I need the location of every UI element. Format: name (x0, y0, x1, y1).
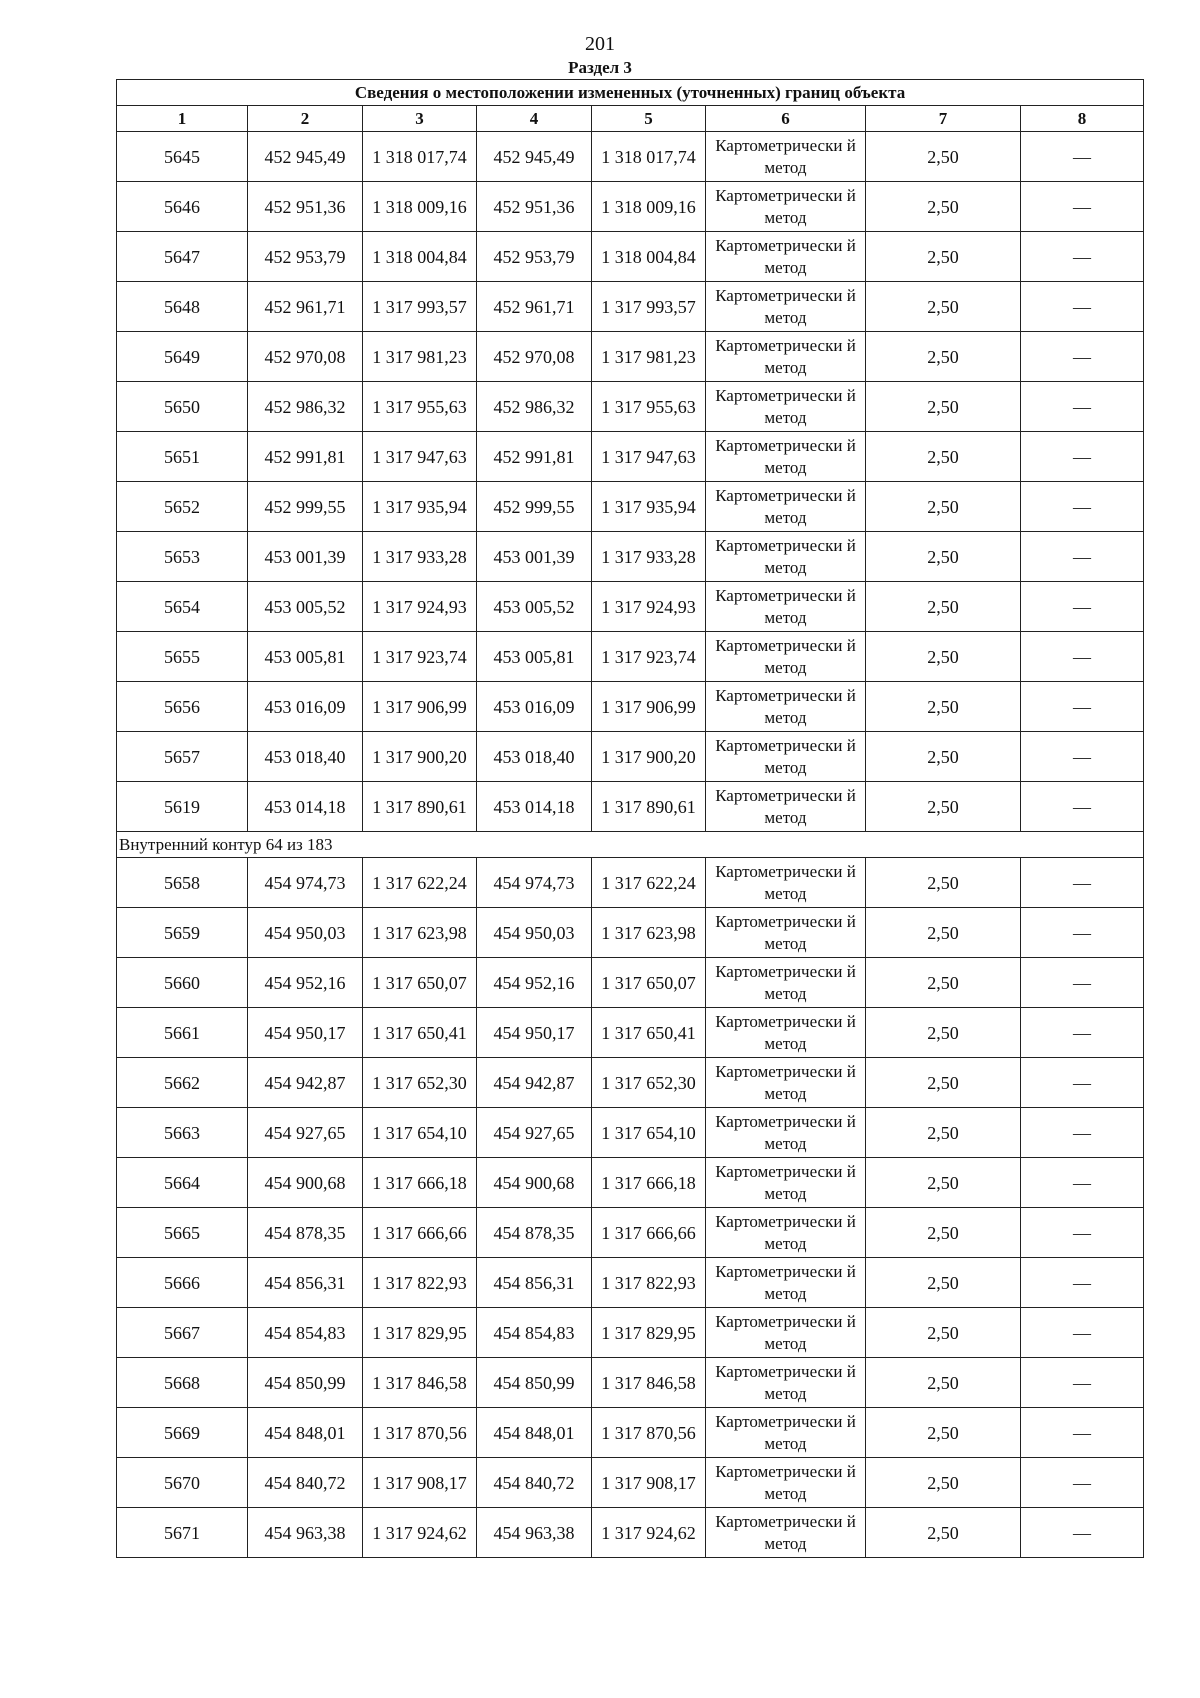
y-old-cell: 1 317 923,74 (363, 632, 477, 682)
note-cell: — (1021, 1358, 1144, 1408)
note-cell: — (1021, 1258, 1144, 1308)
table-row (117, 532, 1144, 582)
y-old-cell: 1 318 009,16 (363, 182, 477, 232)
x-new-cell: 452 961,71 (477, 282, 592, 332)
column-header: 5 (592, 106, 706, 132)
table-row (117, 1458, 1144, 1508)
contour-row (117, 832, 1144, 858)
y-new-cell: 1 318 017,74 (592, 132, 706, 182)
y-new-cell: 1 317 622,24 (592, 858, 706, 908)
note-cell: — (1021, 1208, 1144, 1258)
point-number-cell: 5651 (117, 432, 248, 482)
y-old-cell: 1 317 924,93 (363, 582, 477, 632)
y-new-cell: 1 318 004,84 (592, 232, 706, 282)
method-cell: Картометрически й метод (706, 632, 866, 682)
table-row (117, 1308, 1144, 1358)
method-cell: Картометрически й метод (706, 332, 866, 382)
x-new-cell: 452 986,32 (477, 382, 592, 432)
y-new-cell: 1 317 908,17 (592, 1458, 706, 1508)
y-new-cell: 1 317 993,57 (592, 282, 706, 332)
method-cell: Картометрически й метод (706, 382, 866, 432)
coordinates-table (116, 79, 1144, 1558)
point-number-cell: 5666 (117, 1258, 248, 1308)
point-number-cell: 5671 (117, 1508, 248, 1558)
x-old-cell: 452 986,32 (248, 382, 363, 432)
accuracy-cell: 2,50 (866, 1208, 1021, 1258)
point-number-cell: 5654 (117, 582, 248, 632)
y-old-cell: 1 317 870,56 (363, 1408, 477, 1458)
x-old-cell: 452 961,71 (248, 282, 363, 332)
x-new-cell: 454 850,99 (477, 1358, 592, 1408)
y-old-cell: 1 317 623,98 (363, 908, 477, 958)
method-cell: Картометрически й метод (706, 532, 866, 582)
method-cell: Картометрически й метод (706, 732, 866, 782)
x-old-cell: 454 942,87 (248, 1058, 363, 1108)
x-new-cell: 454 927,65 (477, 1108, 592, 1158)
y-new-cell: 1 317 890,61 (592, 782, 706, 832)
table-row (117, 1358, 1144, 1408)
y-new-cell: 1 317 924,93 (592, 582, 706, 632)
method-cell: Картометрически й метод (706, 582, 866, 632)
accuracy-cell: 2,50 (866, 182, 1021, 232)
y-new-cell: 1 317 652,30 (592, 1058, 706, 1108)
y-old-cell: 1 317 650,41 (363, 1008, 477, 1058)
x-old-cell: 452 945,49 (248, 132, 363, 182)
method-cell: Картометрически й метод (706, 682, 866, 732)
y-new-cell: 1 317 666,18 (592, 1158, 706, 1208)
column-header: 7 (866, 106, 1021, 132)
point-number-cell: 5652 (117, 482, 248, 532)
x-old-cell: 454 856,31 (248, 1258, 363, 1308)
x-old-cell: 452 953,79 (248, 232, 363, 282)
y-old-cell: 1 317 933,28 (363, 532, 477, 582)
table-row (117, 182, 1144, 232)
point-number-cell: 5660 (117, 958, 248, 1008)
y-new-cell: 1 318 009,16 (592, 182, 706, 232)
x-old-cell: 454 963,38 (248, 1508, 363, 1558)
x-old-cell: 454 840,72 (248, 1458, 363, 1508)
y-new-cell: 1 317 623,98 (592, 908, 706, 958)
method-cell: Картометрически й метод (706, 908, 866, 958)
point-number-cell: 5667 (117, 1308, 248, 1358)
method-cell: Картометрически й метод (706, 432, 866, 482)
point-number-cell: 5657 (117, 732, 248, 782)
note-cell: — (1021, 858, 1144, 908)
y-old-cell: 1 317 890,61 (363, 782, 477, 832)
point-number-cell: 5669 (117, 1408, 248, 1458)
y-new-cell: 1 317 947,63 (592, 432, 706, 482)
table-row (117, 132, 1144, 182)
method-cell: Картометрически й метод (706, 182, 866, 232)
table-row (117, 1108, 1144, 1158)
note-cell: — (1021, 908, 1144, 958)
column-header: 6 (706, 106, 866, 132)
accuracy-cell: 2,50 (866, 1408, 1021, 1458)
x-old-cell: 454 952,16 (248, 958, 363, 1008)
x-old-cell: 454 927,65 (248, 1108, 363, 1158)
method-cell: Картометрически й метод (706, 1058, 866, 1108)
method-cell: Картометрически й метод (706, 1508, 866, 1558)
table-row (117, 1058, 1144, 1108)
method-cell: Картометрически й метод (706, 132, 866, 182)
method-cell: Картометрически й метод (706, 482, 866, 532)
table-body (117, 132, 1144, 1558)
column-header: 4 (477, 106, 592, 132)
y-new-cell: 1 317 650,41 (592, 1008, 706, 1058)
x-new-cell: 453 016,09 (477, 682, 592, 732)
y-new-cell: 1 317 666,66 (592, 1208, 706, 1258)
x-old-cell: 454 850,99 (248, 1358, 363, 1408)
note-cell: — (1021, 232, 1144, 282)
y-old-cell: 1 317 993,57 (363, 282, 477, 332)
x-new-cell: 452 953,79 (477, 232, 592, 282)
accuracy-cell: 2,50 (866, 1058, 1021, 1108)
column-header: 3 (363, 106, 477, 132)
accuracy-cell: 2,50 (866, 332, 1021, 382)
x-old-cell: 454 974,73 (248, 858, 363, 908)
method-cell: Картометрически й метод (706, 1458, 866, 1508)
method-cell: Картометрически й метод (706, 232, 866, 282)
method-cell: Картометрически й метод (706, 1358, 866, 1408)
method-cell: Картометрически й метод (706, 1008, 866, 1058)
y-new-cell: 1 317 955,63 (592, 382, 706, 432)
accuracy-cell: 2,50 (866, 958, 1021, 1008)
table-row (117, 782, 1144, 832)
point-number-cell: 5663 (117, 1108, 248, 1158)
column-header: 8 (1021, 106, 1144, 132)
table-row (117, 232, 1144, 282)
y-new-cell: 1 317 933,28 (592, 532, 706, 582)
y-new-cell: 1 317 924,62 (592, 1508, 706, 1558)
x-old-cell: 454 950,17 (248, 1008, 363, 1058)
accuracy-cell: 2,50 (866, 632, 1021, 682)
table-row (117, 1208, 1144, 1258)
x-old-cell: 454 854,83 (248, 1308, 363, 1358)
point-number-cell: 5662 (117, 1058, 248, 1108)
y-old-cell: 1 317 829,95 (363, 1308, 477, 1358)
note-cell: — (1021, 1008, 1144, 1058)
accuracy-cell: 2,50 (866, 732, 1021, 782)
accuracy-cell: 2,50 (866, 482, 1021, 532)
x-old-cell: 453 001,39 (248, 532, 363, 582)
x-new-cell: 453 018,40 (477, 732, 592, 782)
table-row (117, 1158, 1144, 1208)
accuracy-cell: 2,50 (866, 132, 1021, 182)
x-new-cell: 452 999,55 (477, 482, 592, 532)
x-old-cell: 452 951,36 (248, 182, 363, 232)
x-new-cell: 454 848,01 (477, 1408, 592, 1458)
method-cell: Картометрически й метод (706, 782, 866, 832)
note-cell: — (1021, 1058, 1144, 1108)
accuracy-cell: 2,50 (866, 858, 1021, 908)
y-old-cell: 1 317 846,58 (363, 1358, 477, 1408)
point-number-cell: 5647 (117, 232, 248, 282)
note-cell: — (1021, 732, 1144, 782)
y-old-cell: 1 317 666,66 (363, 1208, 477, 1258)
note-cell: — (1021, 958, 1144, 1008)
x-new-cell: 454 856,31 (477, 1258, 592, 1308)
y-old-cell: 1 318 017,74 (363, 132, 477, 182)
note-cell: — (1021, 282, 1144, 332)
column-header: 1 (117, 106, 248, 132)
x-new-cell: 454 974,73 (477, 858, 592, 908)
method-cell: Картометрически й метод (706, 1208, 866, 1258)
section-title: Раздел 3 (568, 58, 632, 77)
column-header: 2 (248, 106, 363, 132)
note-cell: — (1021, 632, 1144, 682)
y-new-cell: 1 317 906,99 (592, 682, 706, 732)
x-new-cell: 454 950,17 (477, 1008, 592, 1058)
note-cell: — (1021, 1158, 1144, 1208)
y-old-cell: 1 318 004,84 (363, 232, 477, 282)
y-old-cell: 1 317 666,18 (363, 1158, 477, 1208)
method-cell: Картометрически й метод (706, 1108, 866, 1158)
accuracy-cell: 2,50 (866, 782, 1021, 832)
x-old-cell: 454 848,01 (248, 1408, 363, 1458)
x-new-cell: 453 005,81 (477, 632, 592, 682)
point-number-cell: 5645 (117, 132, 248, 182)
x-old-cell: 454 878,35 (248, 1208, 363, 1258)
x-old-cell: 453 005,52 (248, 582, 363, 632)
x-old-cell: 453 018,40 (248, 732, 363, 782)
x-new-cell: 454 840,72 (477, 1458, 592, 1508)
point-number-cell: 5653 (117, 532, 248, 582)
y-new-cell: 1 317 846,58 (592, 1358, 706, 1408)
accuracy-cell: 2,50 (866, 1458, 1021, 1508)
x-new-cell: 452 945,49 (477, 132, 592, 182)
y-old-cell: 1 317 822,93 (363, 1258, 477, 1308)
table-row (117, 732, 1144, 782)
x-old-cell: 454 900,68 (248, 1158, 363, 1208)
note-cell: — (1021, 1508, 1144, 1558)
point-number-cell: 5649 (117, 332, 248, 382)
accuracy-cell: 2,50 (866, 582, 1021, 632)
note-cell: — (1021, 1108, 1144, 1158)
note-cell: — (1021, 132, 1144, 182)
table-row (117, 1258, 1144, 1308)
x-old-cell: 453 016,09 (248, 682, 363, 732)
y-new-cell: 1 317 923,74 (592, 632, 706, 682)
x-new-cell: 454 900,68 (477, 1158, 592, 1208)
point-number-cell: 5665 (117, 1208, 248, 1258)
table-caption: Сведения о местоположении измененных (уточненных) границ объекта (117, 80, 1144, 106)
y-old-cell: 1 317 935,94 (363, 482, 477, 532)
table-caption-row (117, 80, 1144, 106)
contour-label: Внутренний контур 64 из 183 (117, 832, 1144, 858)
x-old-cell: 454 950,03 (248, 908, 363, 958)
note-cell: — (1021, 682, 1144, 732)
x-new-cell: 454 952,16 (477, 958, 592, 1008)
accuracy-cell: 2,50 (866, 682, 1021, 732)
y-old-cell: 1 317 622,24 (363, 858, 477, 908)
x-new-cell: 453 005,52 (477, 582, 592, 632)
y-old-cell: 1 317 908,17 (363, 1458, 477, 1508)
accuracy-cell: 2,50 (866, 1308, 1021, 1358)
accuracy-cell: 2,50 (866, 1358, 1021, 1408)
column-header-row (117, 106, 1144, 132)
x-new-cell: 453 001,39 (477, 532, 592, 582)
point-number-cell: 5656 (117, 682, 248, 732)
point-number-cell: 5619 (117, 782, 248, 832)
y-old-cell: 1 317 924,62 (363, 1508, 477, 1558)
note-cell: — (1021, 382, 1144, 432)
y-new-cell: 1 317 935,94 (592, 482, 706, 532)
y-old-cell: 1 317 650,07 (363, 958, 477, 1008)
table-row (117, 908, 1144, 958)
x-new-cell: 452 991,81 (477, 432, 592, 482)
point-number-cell: 5646 (117, 182, 248, 232)
x-new-cell: 454 942,87 (477, 1058, 592, 1108)
method-cell: Картометрически й метод (706, 1258, 866, 1308)
note-cell: — (1021, 1308, 1144, 1358)
x-old-cell: 453 005,81 (248, 632, 363, 682)
x-old-cell: 453 014,18 (248, 782, 363, 832)
x-new-cell: 454 854,83 (477, 1308, 592, 1358)
table-row (117, 332, 1144, 382)
table-row (117, 1008, 1144, 1058)
y-old-cell: 1 317 652,30 (363, 1058, 477, 1108)
table-row (117, 382, 1144, 432)
note-cell: — (1021, 182, 1144, 232)
point-number-cell: 5659 (117, 908, 248, 958)
y-new-cell: 1 317 981,23 (592, 332, 706, 382)
table-row (117, 432, 1144, 482)
y-new-cell: 1 317 870,56 (592, 1408, 706, 1458)
note-cell: — (1021, 582, 1144, 632)
point-number-cell: 5650 (117, 382, 248, 432)
table-row (117, 632, 1144, 682)
y-old-cell: 1 317 906,99 (363, 682, 477, 732)
x-new-cell: 452 970,08 (477, 332, 592, 382)
x-new-cell: 453 014,18 (477, 782, 592, 832)
y-old-cell: 1 317 955,63 (363, 382, 477, 432)
point-number-cell: 5670 (117, 1458, 248, 1508)
accuracy-cell: 2,50 (866, 908, 1021, 958)
x-new-cell: 454 963,38 (477, 1508, 592, 1558)
point-number-cell: 5655 (117, 632, 248, 682)
table-row (117, 958, 1144, 1008)
x-new-cell: 454 878,35 (477, 1208, 592, 1258)
accuracy-cell: 2,50 (866, 1508, 1021, 1558)
y-old-cell: 1 317 981,23 (363, 332, 477, 382)
accuracy-cell: 2,50 (866, 532, 1021, 582)
note-cell: — (1021, 432, 1144, 482)
x-old-cell: 452 999,55 (248, 482, 363, 532)
accuracy-cell: 2,50 (866, 1158, 1021, 1208)
accuracy-cell: 2,50 (866, 382, 1021, 432)
table-row (117, 482, 1144, 532)
accuracy-cell: 2,50 (866, 232, 1021, 282)
point-number-cell: 5668 (117, 1358, 248, 1408)
method-cell: Картометрически й метод (706, 1158, 866, 1208)
x-new-cell: 452 951,36 (477, 182, 592, 232)
page-number: 201 (585, 33, 615, 55)
accuracy-cell: 2,50 (866, 1008, 1021, 1058)
accuracy-cell: 2,50 (866, 432, 1021, 482)
table-row (117, 1508, 1144, 1558)
accuracy-cell: 2,50 (866, 282, 1021, 332)
y-new-cell: 1 317 829,95 (592, 1308, 706, 1358)
note-cell: — (1021, 532, 1144, 582)
x-old-cell: 452 991,81 (248, 432, 363, 482)
method-cell: Картометрически й метод (706, 958, 866, 1008)
y-old-cell: 1 317 947,63 (363, 432, 477, 482)
point-number-cell: 5664 (117, 1158, 248, 1208)
table-row (117, 682, 1144, 732)
method-cell: Картометрически й метод (706, 1308, 866, 1358)
method-cell: Картометрически й метод (706, 282, 866, 332)
y-old-cell: 1 317 900,20 (363, 732, 477, 782)
accuracy-cell: 2,50 (866, 1258, 1021, 1308)
method-cell: Картометрически й метод (706, 1408, 866, 1458)
y-new-cell: 1 317 822,93 (592, 1258, 706, 1308)
point-number-cell: 5658 (117, 858, 248, 908)
y-old-cell: 1 317 654,10 (363, 1108, 477, 1158)
y-new-cell: 1 317 654,10 (592, 1108, 706, 1158)
x-old-cell: 452 970,08 (248, 332, 363, 382)
method-cell: Картометрически й метод (706, 858, 866, 908)
table-row (117, 282, 1144, 332)
point-number-cell: 5648 (117, 282, 248, 332)
y-new-cell: 1 317 900,20 (592, 732, 706, 782)
table-row (117, 582, 1144, 632)
note-cell: — (1021, 482, 1144, 532)
note-cell: — (1021, 1408, 1144, 1458)
note-cell: — (1021, 332, 1144, 382)
accuracy-cell: 2,50 (866, 1108, 1021, 1158)
point-number-cell: 5661 (117, 1008, 248, 1058)
x-new-cell: 454 950,03 (477, 908, 592, 958)
table-row (117, 858, 1144, 908)
table-row (117, 1408, 1144, 1458)
note-cell: — (1021, 782, 1144, 832)
y-new-cell: 1 317 650,07 (592, 958, 706, 1008)
note-cell: — (1021, 1458, 1144, 1508)
